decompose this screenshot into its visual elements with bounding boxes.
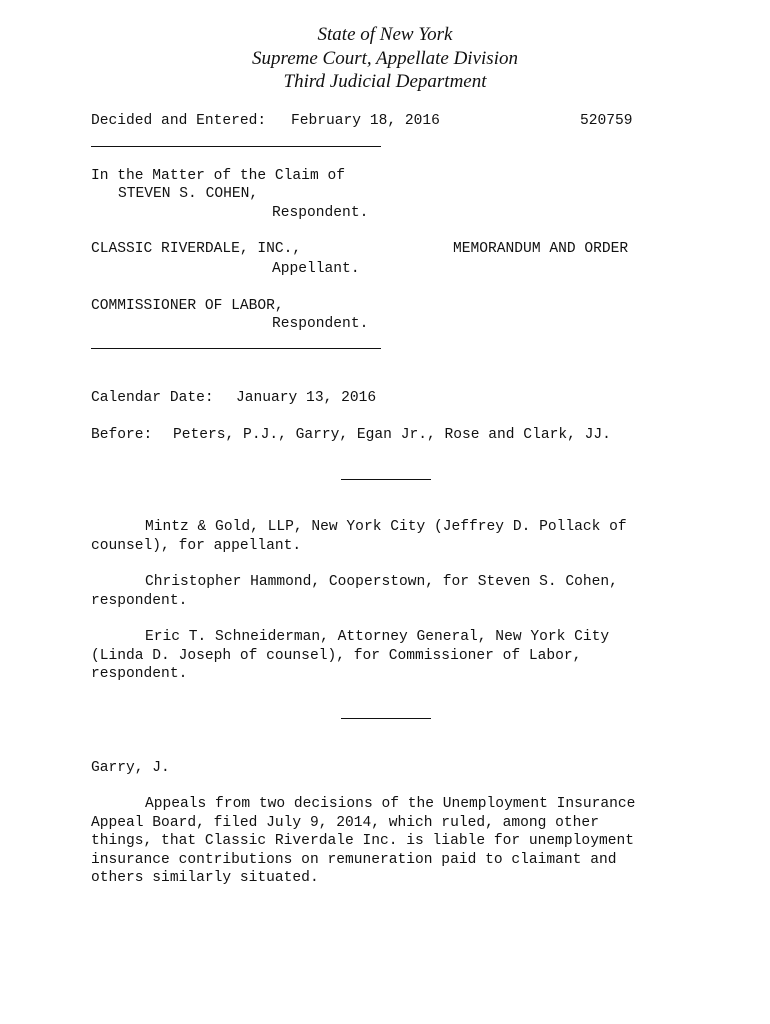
calendar-date: January 13, 2016	[236, 390, 377, 406]
claimant-role: Respondent.	[272, 205, 369, 221]
court-state: State of New York	[317, 24, 453, 45]
caption-bottom-rule	[91, 348, 381, 349]
section-divider	[341, 479, 431, 480]
opinion-author: Garry, J.	[91, 760, 170, 776]
appellant-role: Appellant.	[272, 261, 360, 277]
section-divider	[341, 718, 431, 719]
judges-panel: Peters, P.J., Garry, Egan Jr., Rose and Clark, JJ.	[173, 427, 611, 443]
opinion-text-line: others similarly situated.	[91, 870, 319, 886]
counsel-line: Christopher Hammond, Cooperstown, for Steven S. Cohen,	[145, 574, 618, 590]
docket-number: 520759	[580, 113, 633, 129]
court-department: Third Judicial Department	[283, 71, 487, 92]
before-label: Before:	[91, 427, 153, 443]
counsel-line: counsel), for appellant.	[91, 538, 302, 554]
commissioner-role: Respondent.	[272, 316, 369, 332]
counsel-line: (Linda D. Joseph of counsel), for Commissioner of Labor,	[91, 648, 582, 664]
opinion-text-line: things, that Classic Riverdale Inc. is liable for unemployment	[91, 833, 634, 849]
counsel-line: respondent.	[91, 593, 188, 609]
opinion-text-line: Appeal Board, filed July 9, 2014, which ruled, among other	[91, 815, 599, 831]
counsel-line: Mintz & Gold, LLP, New York City (Jeffrey D. Pollack of	[145, 519, 627, 535]
commissioner-name: COMMISSIONER OF LABOR,	[91, 298, 284, 314]
calendar-label: Calendar Date:	[91, 390, 214, 406]
claimant-name: STEVEN S. COHEN,	[118, 186, 259, 202]
opinion-text-line: Appeals from two decisions of the Unemployment Insurance	[145, 796, 636, 812]
caption-line: In the Matter of the Claim of	[91, 168, 345, 184]
appellant-name: CLASSIC RIVERDALE, INC.,	[91, 241, 302, 257]
counsel-line: Eric T. Schneiderman, Attorney General, New York City	[145, 629, 610, 645]
opinion-text-line: insurance contributions on remuneration paid to claimant and	[91, 852, 617, 868]
caption-top-rule	[91, 146, 381, 147]
decided-date: February 18, 2016	[291, 113, 440, 129]
court-name: Supreme Court, Appellate Division	[252, 48, 518, 69]
order-type: MEMORANDUM AND ORDER	[453, 241, 629, 257]
decided-label: Decided and Entered:	[91, 113, 267, 129]
counsel-line: respondent.	[91, 666, 188, 682]
